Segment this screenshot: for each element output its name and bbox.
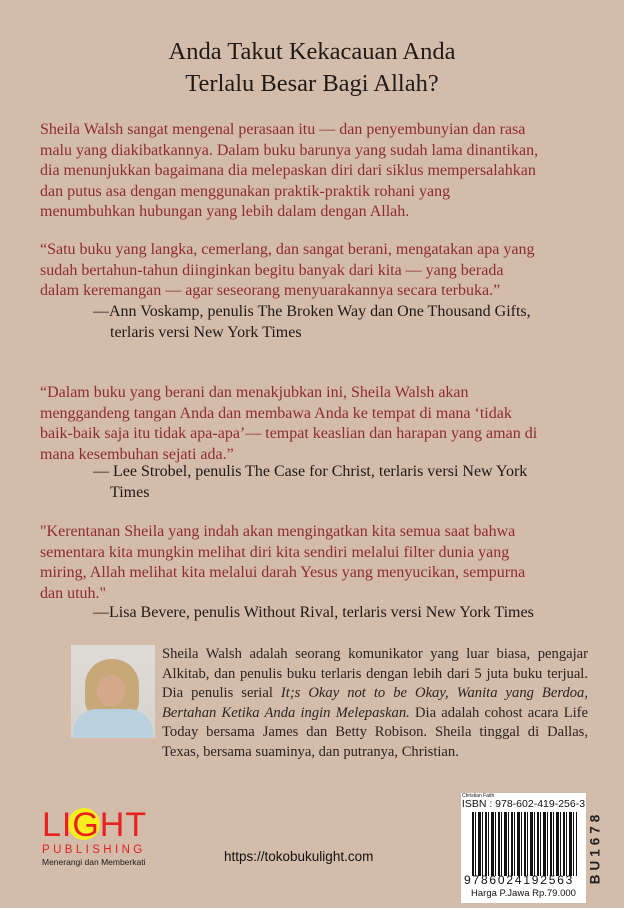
barcode-digits: 9786024192563	[464, 873, 575, 887]
intro-line: dan putus asa dengan menggunakan praktik-praktik rohani yang	[40, 182, 451, 200]
intro-line: Sheila Walsh sangat mengenal perasaan itu — dan penyembunyian dan rasa	[40, 121, 526, 138]
quote-line: "Kerentanan Sheila yang indah akan mengingatkan kita semua saat bahwa	[40, 523, 516, 540]
intro-line: malu yang diakibatkannya. Dalam buku barunya yang sudah lama dinantikan,	[40, 141, 539, 159]
endorsement-attribution-3	[93, 603, 593, 624]
publisher-logo	[42, 808, 147, 867]
heading-line-1: Anda Takut Kekacauan Anda	[168, 38, 456, 65]
intro-line: dia menunjukkan bagaimana dia melepaskan diri dari siklus mempersalahkan	[40, 162, 536, 180]
author-bio	[162, 645, 588, 763]
logo-subtitle: PUBLISHING	[42, 844, 146, 856]
endorsement-quote-3	[40, 522, 600, 604]
barcode-bars-icon	[472, 812, 577, 876]
heading-line-2: Terlalu Besar Bagi Allah?	[185, 70, 439, 97]
quote-line: baik-baik saja itu tidak apa-apa’— tempat keaslian dan harapan yang aman di	[40, 425, 538, 443]
bio-text: Sheila Walsh adalah seorang komunikator yang luar biasa, pengajar Alkitab, dan penulis buku terlaris dengan lebih dari 5 juta buku terjual. Dia penulis serial	[162, 646, 588, 702]
photo-face	[97, 675, 125, 707]
endorsement-attribution-2	[93, 462, 593, 503]
attribution-line: —Lisa Bevere, penulis Without Rival, terlaris versi New York Times	[93, 604, 534, 621]
endorsement-attribution-1	[93, 302, 593, 343]
bio-book-titles: It;s Okay not to be Okay, Wanita yang Berdoa, Bertahan Ketika Anda ingin Melepaskan.	[162, 685, 588, 721]
quote-line: dan utuh."	[40, 584, 107, 602]
photo-jacket	[73, 709, 153, 738]
attribution-line: —Ann Voskamp, penulis The Broken Way dan One Thousand Gifts,	[93, 303, 531, 320]
intro-paragraph	[40, 120, 600, 223]
quote-line: miring, Allah melihat kita melalui darah Yesus yang menyucikan, sempurna	[40, 564, 526, 582]
endorsement-quote-2	[40, 383, 600, 465]
isbn-barcode	[461, 793, 586, 903]
quote-line: mana kesembuhan sejati ada.”	[40, 445, 234, 463]
endorsement-quote-1	[40, 240, 600, 302]
attribution-line: terlaris versi New York Times	[110, 323, 302, 341]
price-label: Harga P.Jawa Rp.79.000	[471, 888, 576, 899]
quote-line: sudah bertahun-tahun diinginkan begitu banyak dari kita — yang berada	[40, 261, 504, 279]
quote-line: “Satu buku yang langka, cemerlang, dan sangat berani, mengatakan apa yang	[40, 241, 535, 258]
quote-line: “Dalam buku yang berani dan menakjubkan ini, Sheila Walsh akan	[40, 384, 469, 401]
product-code	[583, 812, 607, 892]
attribution-line: Times	[110, 483, 150, 501]
product-code-text: BU1678	[587, 810, 603, 885]
barcode-category: Christian Faith	[462, 793, 495, 799]
back-cover-heading	[0, 36, 624, 100]
intro-line: menumbuhkan hubungan yang lebih dalam dengan Allah.	[40, 203, 410, 221]
isbn-number: ISBN : 978-602-419-256-3	[461, 798, 586, 810]
bio-text: Dia adalah cohost acara Life Today bersama James dan Betty Robison. Sheila tinggal di Dallas, Texas, bersama suaminya, dan putranya, Christian.	[162, 704, 589, 760]
author-photo	[71, 645, 155, 738]
logo-word: LIGHT	[42, 806, 148, 844]
quote-line: dalam keremangan — agar seseorang menyuarakannya secara terbuka.”	[40, 282, 501, 300]
logo-tagline: Menerangi dan Memberkati	[42, 857, 146, 867]
quote-line: menggandeng tangan Anda dan membawa Anda ke tempat di mana ‘tidak	[40, 404, 512, 422]
quote-line: sementara kita mungkin melihat diri kita sendiri melalui filter dunia yang	[40, 543, 510, 561]
publisher-url[interactable]: https://tokobukulight.com	[224, 849, 374, 864]
attribution-line: — Lee Strobel, penulis The Case for Christ, terlaris versi New York	[93, 463, 528, 480]
